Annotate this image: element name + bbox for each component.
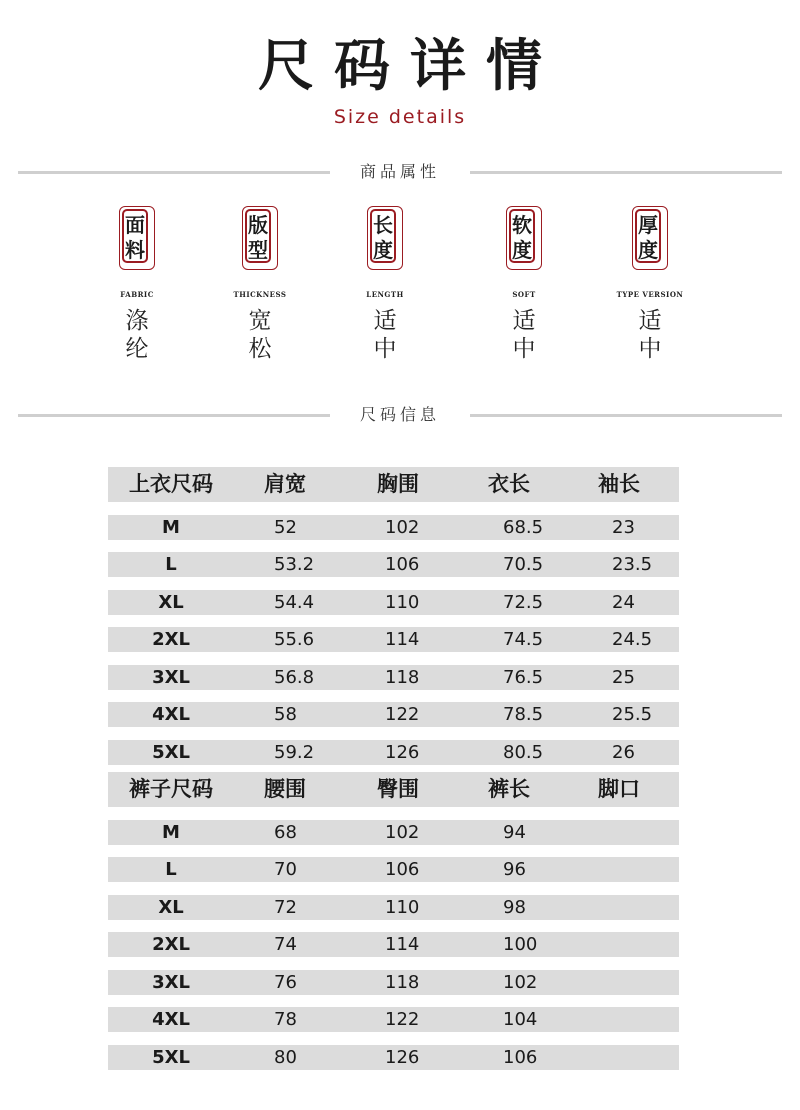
measure-cell: 59.2 [274, 742, 315, 763]
seal-char: 度 [373, 238, 393, 262]
measure-cell: 126 [385, 1047, 420, 1068]
header-cell: 上衣尺码 [129, 472, 213, 496]
measure-cell: 102 [385, 822, 420, 843]
attribute-english-label: LENGTH [366, 290, 404, 299]
value-char: 涤 [125, 308, 149, 334]
header-cell: 腰围 [264, 777, 306, 801]
measure-cell: 94 [503, 822, 526, 843]
pants-table-row [108, 1007, 679, 1032]
pants-table-header [108, 772, 679, 807]
measure-cell: 104 [503, 1009, 538, 1030]
measure-cell: 23 [612, 517, 635, 538]
size-cell: L [165, 554, 177, 575]
measure-cell: 56.8 [274, 667, 315, 688]
attribute-item [320, 206, 450, 363]
measure-cell: 53.2 [274, 554, 315, 575]
attribute-seal [506, 206, 542, 270]
pants-table-row [108, 932, 679, 957]
attribute-seal [119, 206, 155, 270]
value-char: 中 [638, 336, 662, 362]
attribute-item [585, 206, 715, 363]
attribute-value [637, 307, 663, 363]
measure-cell: 102 [385, 517, 420, 538]
measure-cell: 78 [274, 1009, 297, 1030]
header-cell: 肩宽 [264, 472, 306, 496]
seal-char: 软 [512, 213, 532, 237]
attribute-item [459, 206, 589, 363]
section-divider-size [18, 403, 782, 427]
measure-cell: 70.5 [503, 554, 544, 575]
measure-cell: 110 [385, 897, 420, 918]
section-divider-attributes [18, 160, 782, 184]
seal-char: 长 [373, 213, 393, 237]
attribute-seal-text [245, 209, 271, 263]
seal-char: 厚 [638, 213, 658, 237]
measure-cell: 74.5 [503, 629, 544, 650]
value-char: 松 [248, 336, 272, 362]
attribute-seal-text [509, 209, 535, 263]
measure-cell: 106 [503, 1047, 538, 1068]
measure-cell: 118 [385, 972, 420, 993]
measure-cell: 80.5 [503, 742, 544, 763]
measure-cell: 68.5 [503, 517, 544, 538]
divider-line-right [470, 171, 782, 174]
measure-cell: 110 [385, 592, 420, 613]
top-table-row [108, 627, 679, 652]
attribute-item [195, 206, 325, 363]
measure-cell: 52 [274, 517, 297, 538]
size-cell: 3XL [152, 667, 190, 688]
measure-cell: 114 [385, 934, 420, 955]
attribute-seal-text [122, 209, 148, 263]
divider-line-right [470, 414, 782, 417]
section-label: 尺码信息 [359, 405, 440, 424]
measure-cell: 96 [503, 859, 526, 880]
value-char: 中 [512, 336, 536, 362]
measure-cell: 26 [612, 742, 635, 763]
header-cell: 袖长 [598, 472, 640, 496]
measure-cell: 122 [385, 1009, 420, 1030]
measure-cell: 74 [274, 934, 297, 955]
measure-cell: 98 [503, 897, 526, 918]
attribute-seal-text [635, 209, 661, 263]
attribute-english-label: SOFT [512, 290, 536, 299]
top-table-row [108, 590, 679, 615]
value-char: 纶 [125, 336, 149, 362]
attribute-english-label: FABRIC [120, 290, 154, 299]
section-label: 商品属性 [359, 162, 440, 181]
attribute-seal [242, 206, 278, 270]
attribute-english-label: THICKNESS [233, 290, 287, 299]
measure-cell: 68 [274, 822, 297, 843]
measure-cell: 122 [385, 704, 420, 725]
measure-cell: 78.5 [503, 704, 544, 725]
top-table-row [108, 702, 679, 727]
header-cell: 衣长 [488, 472, 530, 496]
seal-char: 版 [248, 213, 268, 237]
page-title: 尺码详情 [258, 33, 562, 99]
attribute-value [124, 307, 150, 363]
value-char: 适 [638, 308, 662, 334]
attribute-seal-text [370, 209, 396, 263]
seal-char: 料 [125, 238, 145, 262]
size-cell: 5XL [152, 742, 190, 763]
top-table-row [108, 552, 679, 577]
measure-cell: 70 [274, 859, 297, 880]
measure-cell: 72.5 [503, 592, 544, 613]
measure-cell: 114 [385, 629, 420, 650]
page-subtitle: Size details [333, 106, 467, 128]
top-table-row [108, 665, 679, 690]
measure-cell: 24 [612, 592, 635, 613]
attribute-item [72, 206, 202, 363]
measure-cell: 106 [385, 859, 420, 880]
size-cell: 4XL [152, 704, 190, 725]
divider-line-left [18, 171, 330, 174]
value-char: 适 [373, 308, 397, 334]
header-cell: 裤子尺码 [129, 777, 213, 801]
pants-table-row [108, 820, 679, 845]
measure-cell: 126 [385, 742, 420, 763]
attribute-seal [367, 206, 403, 270]
measure-cell: 54.4 [274, 592, 315, 613]
header-cell: 脚口 [598, 777, 640, 801]
measure-cell: 55.6 [274, 629, 315, 650]
pants-table-row [108, 1045, 679, 1070]
header-cell: 裤长 [488, 777, 530, 801]
size-cell: 3XL [152, 972, 190, 993]
top-table-header [108, 467, 679, 502]
header-cell: 臀围 [377, 777, 419, 801]
value-char: 宽 [248, 308, 272, 334]
measure-cell: 25 [612, 667, 635, 688]
attribute-seal [632, 206, 668, 270]
measure-cell: 102 [503, 972, 538, 993]
size-cell: XL [158, 897, 184, 918]
attribute-english-label: TYPE VERSION [616, 290, 684, 299]
top-table-row [108, 740, 679, 765]
size-cell: 5XL [152, 1047, 190, 1068]
seal-char: 度 [638, 238, 658, 262]
size-cell: 4XL [152, 1009, 190, 1030]
measure-cell: 118 [385, 667, 420, 688]
size-cell: L [165, 859, 177, 880]
value-char: 适 [512, 308, 536, 334]
pants-table-row [108, 970, 679, 995]
measure-cell: 100 [503, 934, 538, 955]
measure-cell: 72 [274, 897, 297, 918]
measure-cell: 76 [274, 972, 297, 993]
value-char: 中 [373, 336, 397, 362]
measure-cell: 80 [274, 1047, 297, 1068]
attribute-value [372, 307, 398, 363]
size-cell: M [162, 517, 180, 538]
size-cell: 2XL [152, 629, 190, 650]
size-cell: XL [158, 592, 184, 613]
seal-char: 型 [248, 238, 268, 262]
measure-cell: 76.5 [503, 667, 544, 688]
attribute-value [511, 307, 537, 363]
size-cell: 2XL [152, 934, 190, 955]
seal-char: 面 [125, 213, 145, 237]
pants-table-row [108, 895, 679, 920]
top-table-row [108, 515, 679, 540]
measure-cell: 24.5 [612, 629, 653, 650]
measure-cell: 58 [274, 704, 297, 725]
pants-table-row [108, 857, 679, 882]
seal-char: 度 [512, 238, 532, 262]
divider-line-left [18, 414, 330, 417]
size-cell: M [162, 822, 180, 843]
measure-cell: 23.5 [612, 554, 653, 575]
measure-cell: 106 [385, 554, 420, 575]
measure-cell: 25.5 [612, 704, 653, 725]
attribute-value [247, 307, 273, 363]
header-cell: 胸围 [377, 472, 419, 496]
